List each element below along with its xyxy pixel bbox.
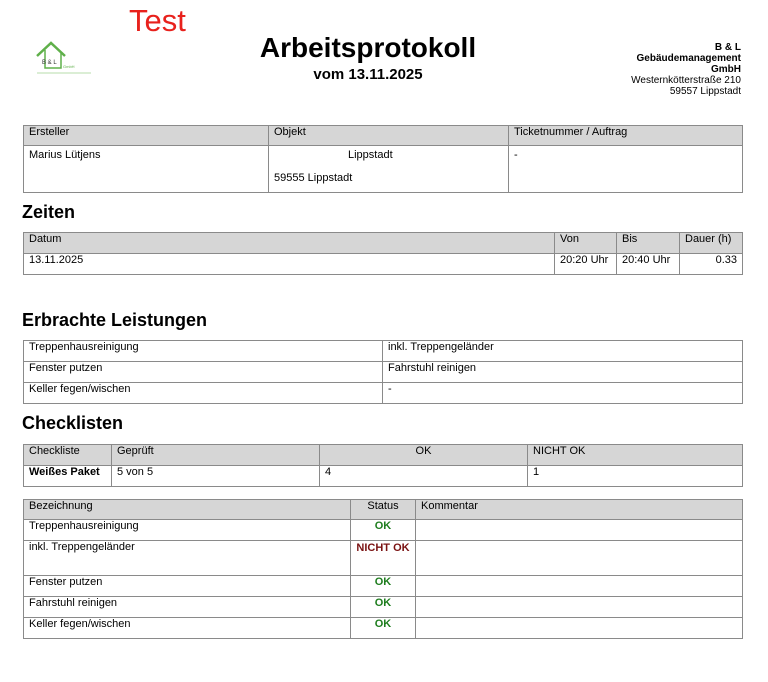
item-comment [416,520,743,541]
objekt-line-2: 59555 Lippstadt [274,172,353,184]
table-row [24,362,743,383]
objekt-line-1: Lippstadt [348,149,393,161]
item-comment [416,597,743,618]
col-ticket: Ticketnummer / Auftrag [509,126,743,146]
company-name-1: B & L [714,42,741,53]
table-row [24,597,743,618]
table-row [24,341,743,362]
col-status: Status [351,500,416,520]
leistung-cell: Keller fegen/wischen [24,383,383,404]
table-row [24,576,743,597]
item-name: inkl. Treppengeländer [24,541,351,576]
section-checklisten: Checklisten [22,413,124,433]
item-comment [416,541,743,576]
company-address [631,42,741,97]
house-logo-icon [33,38,95,78]
page-subtitle: vom 13.11.2025 [313,66,423,83]
table-row [24,541,743,576]
leistungen-table [23,340,743,404]
col-nicht-ok: NICHT OK [528,445,743,466]
von-cell: 20:20 Uhr [555,254,617,275]
bis-cell: 20:40 Uhr [617,254,680,275]
info-table [23,125,743,193]
leistung-cell: inkl. Treppengeländer [383,341,743,362]
col-objekt: Objekt [269,126,509,146]
company-street: Westernkötterstraße 210 [631,75,741,86]
status-badge: OK [351,597,416,618]
col-ersteller: Ersteller [24,126,269,146]
zeiten-table [23,232,743,275]
ersteller-cell: Marius Lütjens [24,146,269,193]
company-name-3: GmbH [711,64,741,75]
col-kommentar: Kommentar [416,500,743,520]
checkliste-name: Weißes Paket [24,466,112,487]
test-watermark: Test [129,3,186,38]
company-name-2: Gebäudemanagement [636,53,741,64]
col-datum: Datum [24,233,555,254]
objekt-cell [269,146,509,193]
company-city: 59557 Lippstadt [669,86,741,97]
company-logo [33,38,95,78]
col-dauer: Dauer (h) [680,233,743,254]
logo-text: B & L [42,60,57,66]
nicht-ok-count-cell: 1 [528,466,743,487]
col-von: Von [555,233,617,254]
item-name: Keller fegen/wischen [24,618,351,639]
leistung-cell: Fenster putzen [24,362,383,383]
leistung-cell: - [383,383,743,404]
item-name: Treppenhausreinigung [24,520,351,541]
checklist-detail-table [23,499,743,639]
status-badge: OK [351,618,416,639]
col-ok: OK [320,445,528,466]
item-comment [416,618,743,639]
status-badge: NICHT OK [351,541,416,576]
col-bis: Bis [617,233,680,254]
leistung-cell: Treppenhausreinigung [24,341,383,362]
status-badge: OK [351,520,416,541]
dauer-cell: 0.33 [680,254,743,275]
table-row [24,618,743,639]
status-badge: OK [351,576,416,597]
section-zeiten: Zeiten [22,202,76,222]
col-checkliste: Checkliste [24,445,112,466]
table-row [24,383,743,404]
ok-count-cell: 4 [320,466,528,487]
datum-cell: 13.11.2025 [24,254,555,275]
col-bezeichnung: Bezeichnung [24,500,351,520]
page-title: Arbeitsprotokoll [259,32,477,63]
item-name: Fenster putzen [24,576,351,597]
geprueft-cell: 5 von 5 [112,466,320,487]
leistung-cell: Fahrstuhl reinigen [383,362,743,383]
table-row [24,520,743,541]
section-leistungen: Erbrachte Leistungen [22,310,208,330]
ticket-cell: - [509,146,743,193]
col-geprueft: Geprüft [112,445,320,466]
checklist-summary-table [23,444,743,487]
item-name: Fahrstuhl reinigen [24,597,351,618]
logo-small-text: GmbH [63,64,75,69]
item-comment [416,576,743,597]
